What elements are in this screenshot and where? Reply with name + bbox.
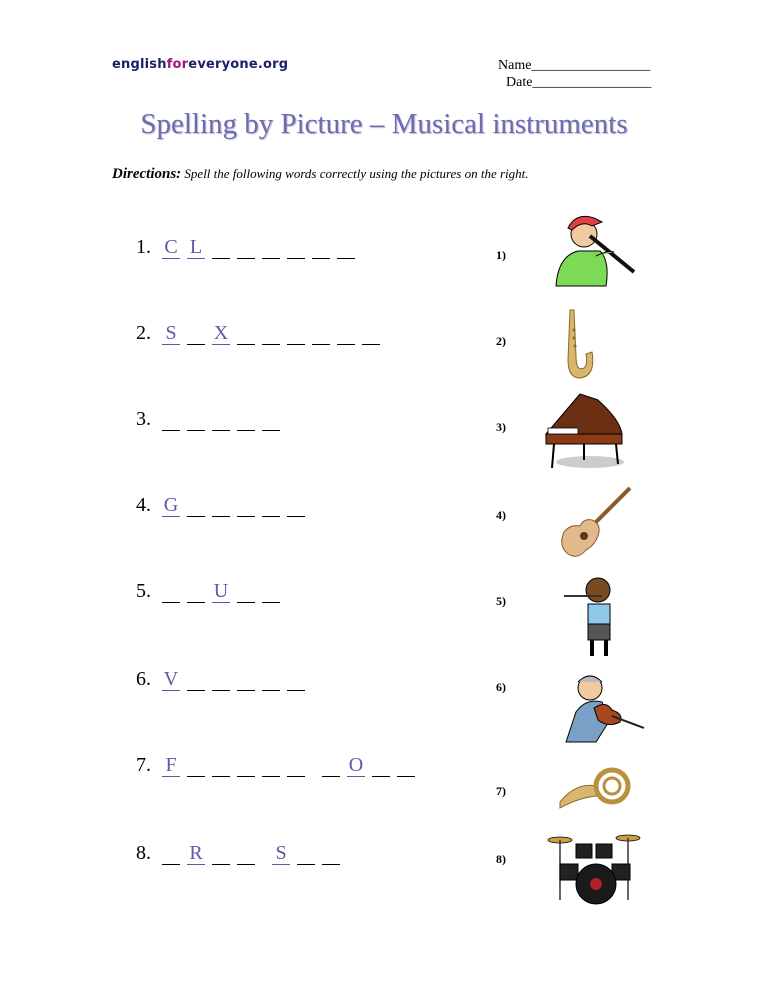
blank-slot[interactable]	[312, 236, 330, 259]
blank-slot[interactable]	[237, 322, 255, 345]
given-letter: S	[162, 322, 180, 345]
blank-slot[interactable]	[397, 754, 415, 777]
clarinet-player-icon	[548, 206, 640, 292]
blank-slot[interactable]	[237, 408, 255, 431]
item-number: 7.	[136, 754, 151, 776]
spelling-row-4	[136, 494, 312, 517]
blank-slot[interactable]	[322, 842, 340, 865]
picture-label-3: 3)	[496, 420, 506, 434]
spelling-row-2	[136, 322, 387, 345]
given-letter: G	[163, 494, 179, 516]
spelling-row-5	[136, 580, 287, 603]
blank-slot[interactable]	[337, 322, 355, 345]
picture-label-5: 5)	[496, 594, 506, 608]
spelling-row-6	[136, 668, 312, 691]
blank-slot[interactable]	[187, 580, 205, 603]
directions-label: Directions:	[112, 166, 182, 182]
date-field[interactable]: Date_________________	[506, 75, 652, 90]
given-letter: R	[187, 842, 205, 865]
given-letter: O	[348, 754, 364, 776]
logo-text-for: for	[166, 57, 189, 72]
given-letter: L	[187, 236, 205, 259]
blank-slot[interactable]	[187, 754, 205, 777]
item-number: 6.	[136, 668, 151, 690]
violin-player-icon	[556, 668, 646, 748]
given-letter: X	[213, 322, 229, 344]
blank-slot[interactable]	[212, 668, 230, 691]
blank-slot[interactable]	[162, 842, 180, 865]
blank-slot[interactable]	[312, 322, 330, 345]
directions-text: Spell the following words correctly using the pictures on the right.	[184, 166, 529, 181]
blank-slot[interactable]	[162, 580, 180, 603]
given-letter: C	[162, 236, 180, 259]
item-number: 5.	[136, 580, 151, 602]
blank-slot[interactable]	[212, 842, 230, 865]
name-field[interactable]: Name_________________	[498, 58, 651, 73]
blank-slot[interactable]	[262, 580, 280, 603]
logo-text-english: english	[112, 57, 167, 72]
site-logo	[112, 57, 288, 72]
blank-slot[interactable]	[187, 668, 205, 691]
picture-label-8: 8)	[496, 852, 506, 866]
picture-label-4: 4)	[496, 508, 506, 522]
item-number: 8.	[136, 842, 151, 864]
given-letter: U	[213, 580, 229, 602]
blank-slot[interactable]	[287, 322, 305, 345]
flute-player-icon	[562, 574, 618, 660]
blank-slot[interactable]	[337, 236, 355, 259]
item-number: 1.	[136, 236, 151, 258]
blank-slot[interactable]	[262, 236, 280, 259]
blank-slot[interactable]	[362, 322, 380, 345]
blank-slot[interactable]	[262, 408, 280, 431]
blank-slot[interactable]	[212, 494, 230, 517]
spelling-row-8	[136, 842, 347, 865]
picture-label-2: 2)	[496, 334, 506, 348]
blank-slot[interactable]	[212, 236, 230, 259]
logo-text-everyone: everyone.org	[188, 57, 289, 72]
blank-slot[interactable]	[187, 494, 205, 517]
blank-slot[interactable]	[237, 842, 255, 865]
picture-label-6: 6)	[496, 680, 506, 694]
spelling-row-1	[136, 236, 362, 259]
blank-slot[interactable]	[237, 580, 255, 603]
blank-slot[interactable]	[262, 494, 280, 517]
blank-slot[interactable]	[187, 322, 205, 345]
blank-slot[interactable]	[287, 236, 305, 259]
item-number: 4.	[136, 494, 151, 516]
blank-slot[interactable]	[372, 754, 390, 777]
drum-kit-icon	[546, 830, 642, 908]
blank-slot[interactable]	[262, 668, 280, 691]
blank-slot[interactable]	[162, 408, 180, 431]
picture-label-1: 1)	[496, 248, 506, 262]
item-number: 2.	[136, 322, 151, 344]
blank-slot[interactable]	[287, 668, 305, 691]
blank-slot[interactable]	[322, 754, 340, 777]
item-number: 3.	[136, 408, 151, 430]
blank-slot[interactable]	[287, 494, 305, 517]
blank-slot[interactable]	[262, 322, 280, 345]
directions	[112, 166, 529, 183]
given-letter: F	[162, 754, 180, 777]
piano-icon	[540, 390, 626, 474]
spelling-row-7	[136, 754, 422, 777]
blank-slot[interactable]	[212, 754, 230, 777]
blank-slot[interactable]	[237, 754, 255, 777]
given-letter: S	[272, 842, 290, 865]
blank-slot[interactable]	[212, 408, 230, 431]
french-horn-icon	[556, 762, 636, 814]
given-letter: V	[163, 668, 179, 690]
blank-slot[interactable]	[262, 754, 280, 777]
blank-slot[interactable]	[237, 668, 255, 691]
blank-slot[interactable]	[187, 408, 205, 431]
guitar-icon	[554, 484, 636, 560]
picture-label-7: 7)	[496, 784, 506, 798]
blank-slot[interactable]	[237, 236, 255, 259]
saxophone-icon	[560, 306, 596, 382]
blank-slot[interactable]	[297, 842, 315, 865]
blank-slot[interactable]	[237, 494, 255, 517]
blank-slot[interactable]	[287, 754, 305, 777]
page-title: Spelling by Picture – Musical instruments	[140, 108, 628, 140]
spelling-row-3	[136, 408, 287, 431]
